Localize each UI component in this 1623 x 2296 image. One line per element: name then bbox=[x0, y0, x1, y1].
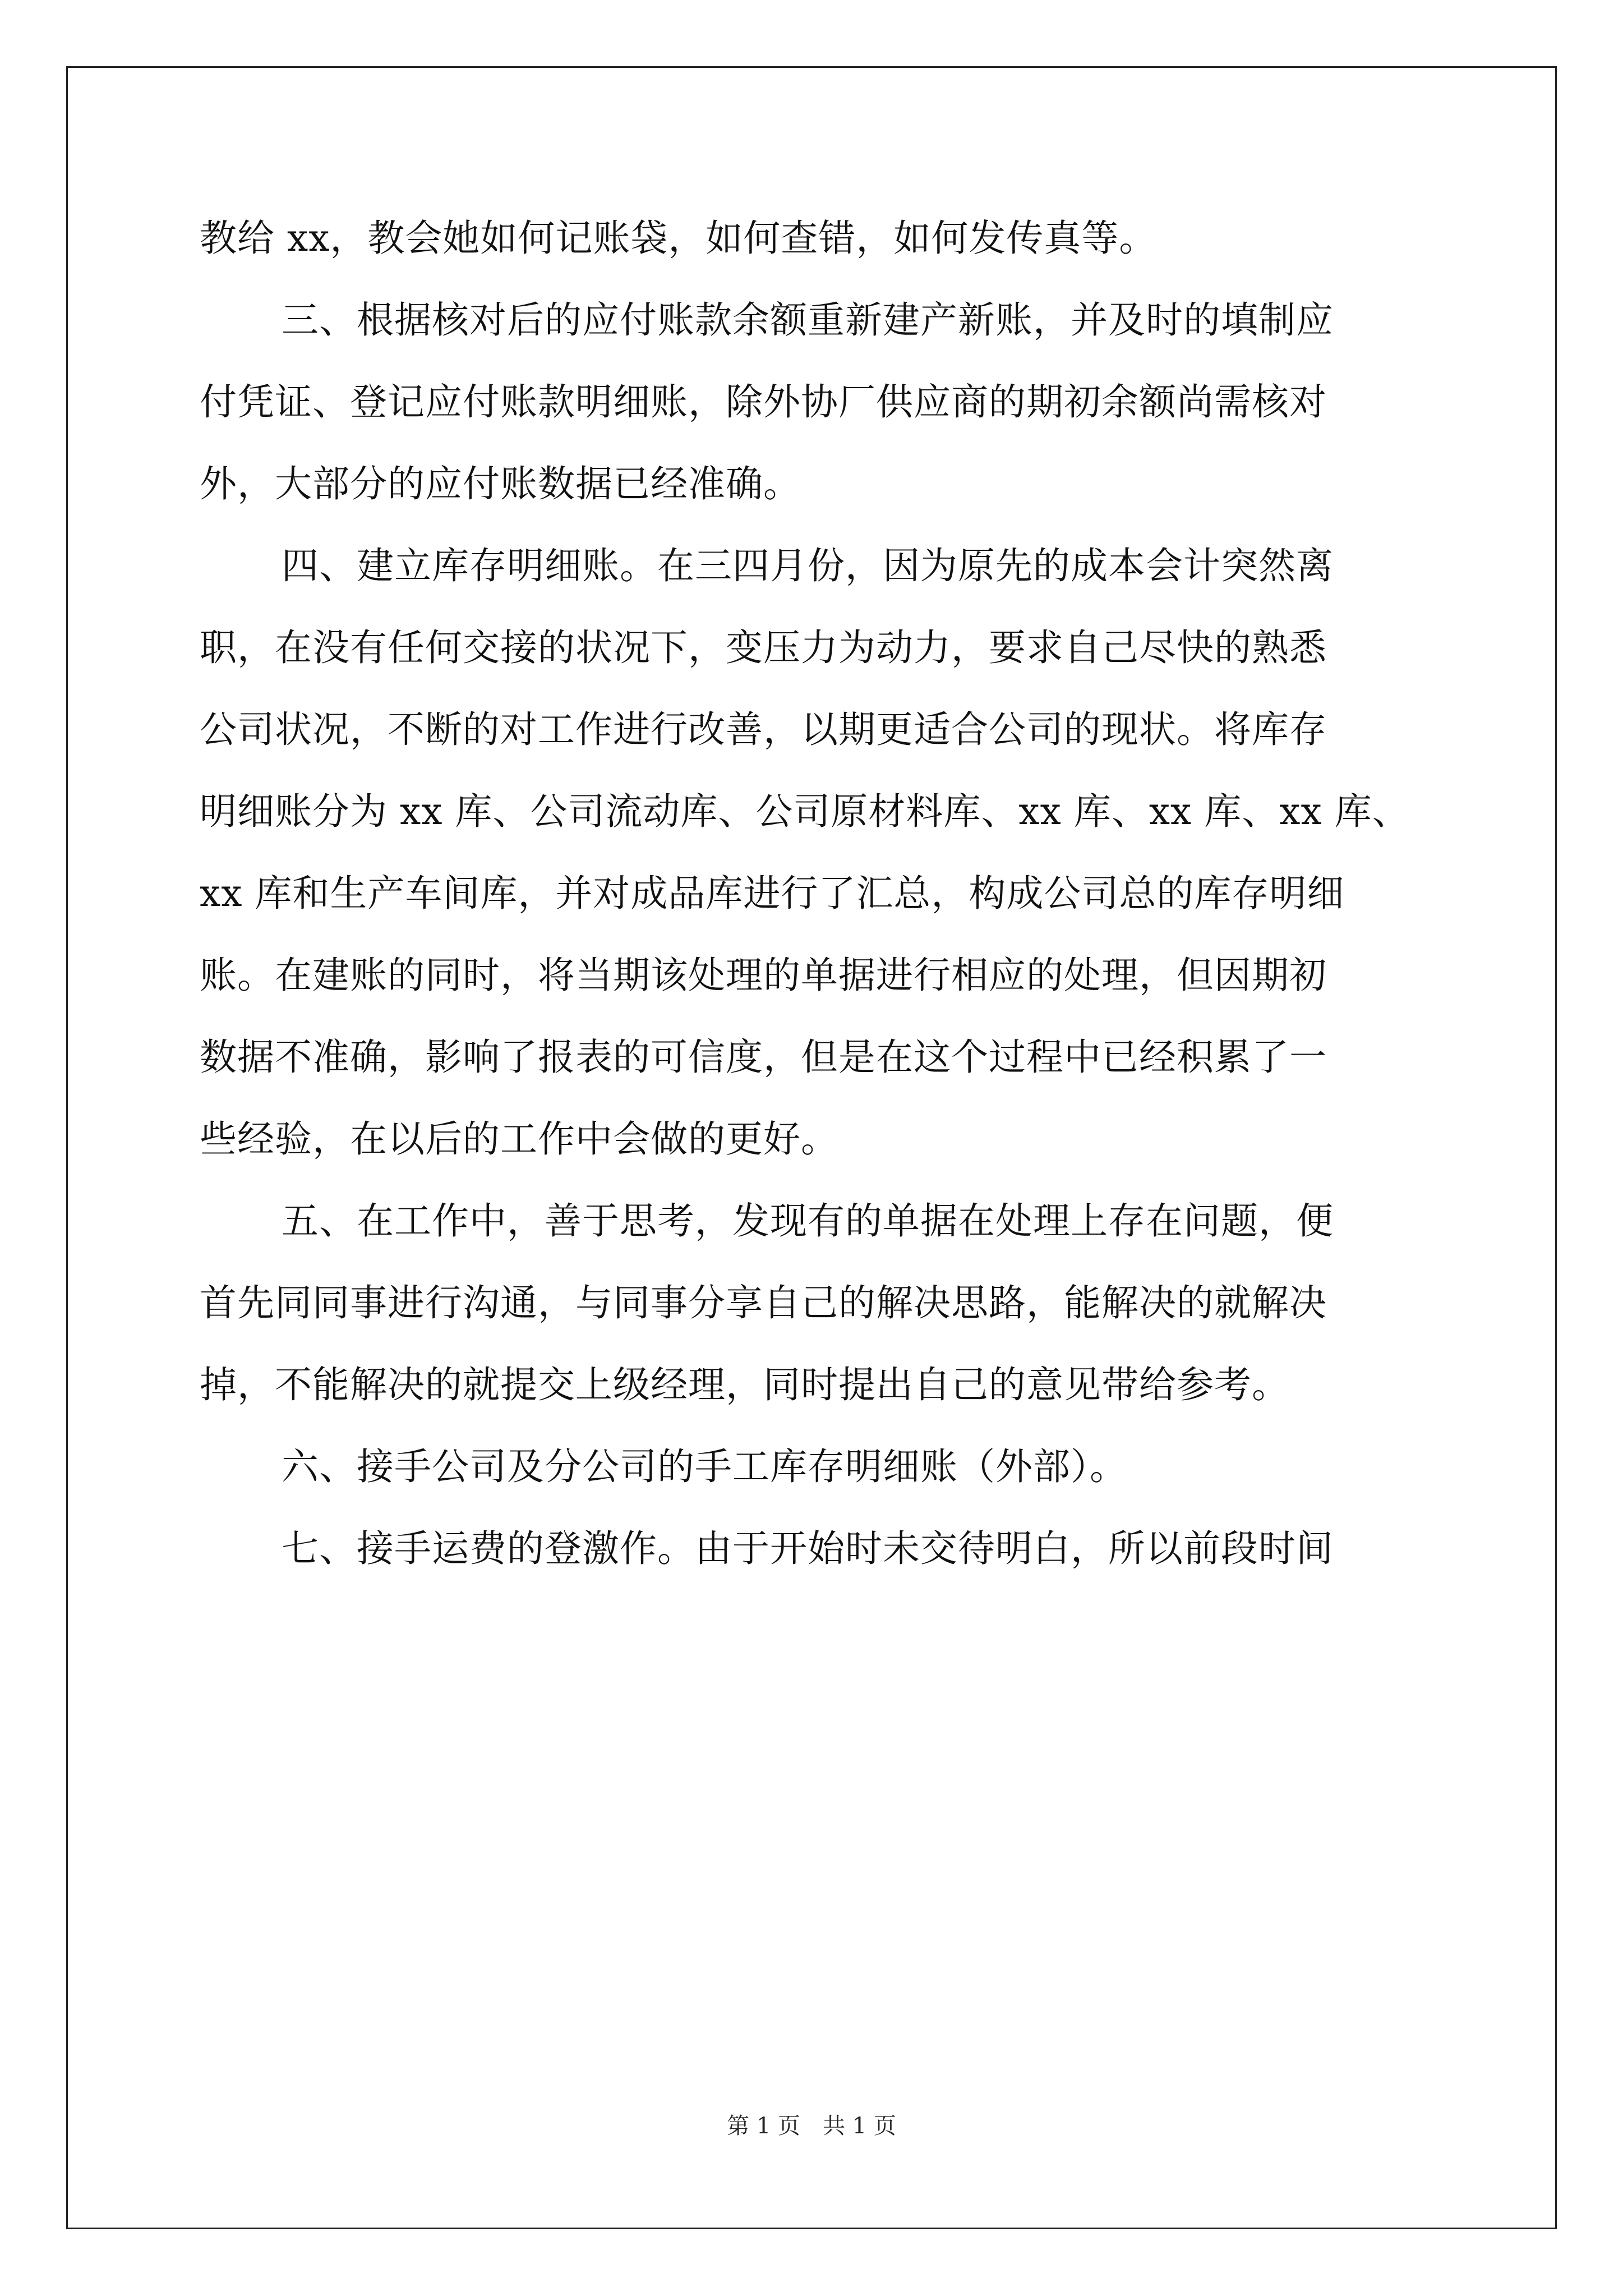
text-line: 明细账分为 xx 库、公司流动库、公司原材料库、xx 库、xx 库、xx 库、 bbox=[200, 790, 1410, 833]
text-line: 五、在工作中，善于思考，发现有的单据在处理上存在问题，便 bbox=[282, 1199, 1334, 1243]
text-line: 付凭证、登记应付账款明细账，除外协厂供应商的期初余额尚需核对 bbox=[200, 380, 1327, 424]
text-line: 些经验，在以后的工作中会做的更好。 bbox=[200, 1117, 838, 1161]
text-line: 数据不准确，影响了报表的可信度，但是在这个过程中已经积累了一 bbox=[200, 1036, 1327, 1079]
text-line: 六、接手公司及分公司的手工库存明细账（外部）。 bbox=[282, 1445, 1127, 1488]
text-line: 四、建立库存明细账。在三四月份，因为原先的成本会计突然离 bbox=[282, 544, 1334, 587]
text-line: 账。在建账的同时，将当期该处理的单据进行相应的处理，但因期初 bbox=[200, 954, 1327, 997]
text-line: 教给 xx，教会她如何记账袋，如何查错，如何发传真等。 bbox=[200, 217, 1157, 260]
text-line: 外，大部分的应付账数据已经准确。 bbox=[200, 462, 801, 505]
page-number-footer: 第 1 页 共 1 页 bbox=[727, 2113, 896, 2139]
text-line: 七、接手运费的登激作。由于开始时未交待明白，所以前段时间 bbox=[282, 1527, 1334, 1570]
text-line: xx 库和生产车间库，并对成品库进行了汇总，构成公司总的库存明细 bbox=[200, 872, 1345, 915]
text-line: 三、根据核对后的应付账款余额重新建产新账，并及时的填制应 bbox=[282, 298, 1334, 342]
text-line: 掉，不能解决的就提交上级经理，同时提出自己的意见带给参考。 bbox=[200, 1363, 1289, 1406]
text-line: 首先同同事进行沟通，与同事分享自己的解决思路，能解决的就解决 bbox=[200, 1281, 1327, 1324]
text-line: 职，在没有任何交接的状况下，变压力为动力，要求自己尽快的熟悉 bbox=[200, 626, 1327, 669]
text-line: 公司状况，不断的对工作进行改善，以期更适合公司的现状。将库存 bbox=[200, 708, 1327, 751]
